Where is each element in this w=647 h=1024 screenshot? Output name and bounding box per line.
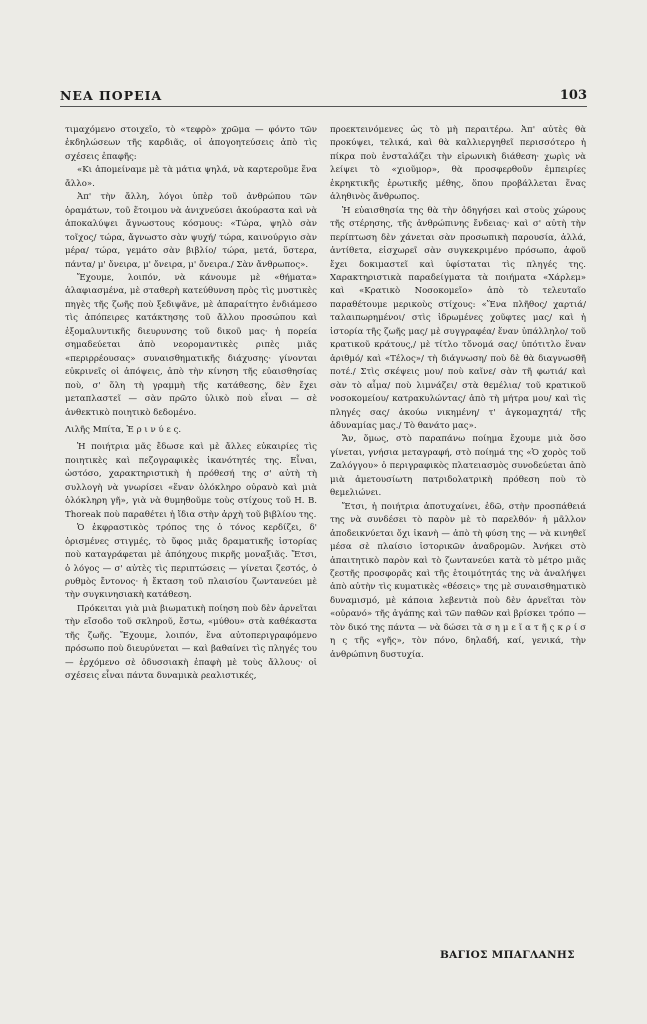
quotation: «Κι ἀπομείναμε μὲ τὰ μάτια ψηλά, νὰ καρτεροῦμε ἕνα ἄλλο». — [65, 165, 317, 189]
paragraph: Ἄν, ὅμως, στὸ παραπάνω ποίημα ἔχουμε μιὰ ὅσο γίνεται, γνήσια μεταγραφή, στὸ ποίημά της «Ὁ χορὸς τοῦ Ζαλόγγου» ὁ περιγραφικὸς πλατειασμὸς συνοδεύεται ἀπὸ μιὰ ἀμετουσίωτη πατριδολατρικὴ πρόθεση ποὺ τὸ θεμελιώνει. — [330, 434, 586, 499]
paragraph: τιμαχόμενο στοιχεῖο, τὸ «τεφρὸ» χρῶμα — φόντο τῶν ἐκδηλώσεων τῆς καρδιᾶς, οἱ ἀπογοητεύσεις ἀπὸ τὶς σχέσεις ἐπαφῆς: — [65, 125, 317, 162]
paragraph: Ἔχουμε, λοιπόν, νὰ κάνουμε μὲ «θήματα» ἀλαφιασμένα, μὲ σταθερὴ κατεύθυνση πρὸς τὶς μυστικὲς πηγὲς τῆς ζωῆς ποὺ ξεδιψᾶνε, μὲ ἀπαραίτητο ἐνδιάμεσο τὶς ἀπόπειρες κατάκτησης τοῦ ἄλλου προσώπου καὶ ἐξομαλυντικῆς διευρυνσης τοῦ δικοῦ μας· ἡ πορεία σημαδεύεται ἀπὸ νεορομαντικὲς ριπὲς μιᾶς «περιρρέουσας» συναισθηματικῆς διάχυσης· γίνονται εὐκρινεῖς οἱ ἀπόψεις, ἀπὸ τὴν κίνηση τῆς εὐαισθησίας ποὺ, σ' ὅλη τὴ γραμμὴ τῆς κατάθεσης, δὲν ἔχει μεταπλαστεῖ — σὰν πρῶτο ὑλικὸ ποὺ εἶναι — σὲ ἀνθεκτικὸ ποιητικὸ δεδομένο. — [65, 272, 317, 418]
running-header — [60, 88, 587, 107]
paragraph: Ὁ ἐκφραστικὸς τρόπος της ὁ τόνος κερδίζει, δ' ὁρισμένες στιγμές, τὸ ὕφος μιᾶς δραματικῆς ἱστορίας ποὺ καταγράφεται μὲ ἀπόηχους πικρῆς μοναξιᾶς. Ἔτσι, ὁ λόγος — σ' αὐτὲς τὶς περιπτώσεις — γίνεται ζεστός, ὁ ρυθμὸς ἔντονος· ἡ ἔκταση τοῦ πλαισίου ζωντανεύει μὲ τὴν συγκινησιακὴ κατάθεση. — [65, 523, 317, 601]
paragraph: Πρόκειται γιὰ μιὰ βιωματικὴ ποίηση ποὺ δὲν ἀρνεῖται τὴν εἴσοδο τοῦ σκληροῦ, ἔστω, «μύθου» στὰ καθέκαστα τῆς ζωῆς. Ἔχουμε, λοιπόν, ἕνα αὐτοπεριγραφόμενο πρόσωπο ποὺ διευρύνεται — καὶ βαθαίνει τὶς πληγές του — ἐρχόμενο σὲ ὀδυσσιακὴ ἐπαφὴ μὲ τοὺς ἄλλους· οἱ σχέσεις εἶναι πάντα δυναμικὰ ρεαλιστικές, — [65, 603, 317, 682]
right-column — [330, 124, 586, 662]
left-column — [65, 124, 317, 684]
journal-title: ΝΕΑ ΠΟΡΕΙΑ — [60, 88, 163, 103]
paragraph: Ἔτσι, ἡ ποιήτρια ἀποτυχαίνει, ἐδῶ, στὴν προσπάθειά της νὰ συνδέσει τὸ παρὸν μὲ τὸ παρελθόν· ἡ μᾶλλον ἀποδεικνύεται ὄχι ἱκανὴ — ἀπὸ τὴ φύση της — νὰ κινηθεῖ μέσα σὲ πλαίσιο ἱστορικῶν ἀναδρομῶν. Ἀνήκει στὸ ἀπαιτητικὸ παρὸν καὶ τὸ ζωντανεύει κατὰ τὸ μέτρο μιᾶς ζεστῆς προσφορᾶς καὶ τῆς ἑτοιμότητάς της νὰ ἀναλήψει ἀπὸ αὐτὴν τὶς κυματικὲς «θέσεις» της μὲ συναισθηματικὸ δυναμισμό, μὲ κάποια λεβεντιὰ ποὺ δὲν ἀρνεῖται τὸν «οὐρανό» τῆς ἀγάπης καὶ τῶν παθῶν καὶ βρίσκει τρόπο — τὸν δικό της πάντα — νὰ δώσει τὰ σ η μ ε ῖ α τ ῆ ς κ ρ ί σ η ς τῆς «γῆς», τὸν πόνο, δηλαδή, καί, γενικά, τὴν ἀνθρώπινη δυστυχία. — [330, 501, 586, 660]
author-signature: ΒΑΓΙΟΣ ΜΠΑΓΛΑΝΗΣ — [440, 949, 575, 961]
paragraph: προεκτεινόμενες ὡς τὸ μὴ περαιτέρω. Ἀπ' αὐτὲς θὰ προκύψει, τελικά, καὶ θὰ καλλιεργηθεῖ περισσότερο ἡ πίκρα ποὺ ἐνσταλάζει τὴν εἰρωνικὴ διάθεση· χωρὶς νὰ λείψει τὸ «χιοῦμορ», θὰ προσφερθοῦν ἐμπειρίες ἐκρηκτικῆς ἐρωτικῆς μέθης, ὅπου προβάλλεται ἕνας ἀληθινὸς ἄνθρωπος. — [330, 125, 586, 203]
paragraph: Ἡ εὐαισθησία της θὰ τὴν ὁδηγήσει καὶ στοὺς χώρους τῆς στέρησης, τῆς ἀνθρώπινης ἔνδειας· καὶ σ' αὐτὴ τὴν περίπτωση δὲν χάνεται σὰν προσωπικὴ παρουσία, ἀλλά, ἀντίθετα, εἰσχωρεῖ σὰν συγκεκριμένο πρόσωπο, ἀφοῦ ἔχει δοκιμαστεῖ καὶ ὑφίσταται τὶς πληγές της. Χαρακτηριστικὰ παραδείγματα τὰ ποιήματα «Χάρλεμ» καὶ «Κρατικὸ Νοσοκομεῖο» ἀπὸ τὸ τελευταῖο παραθέτουμε μερικοὺς στίχους: «Ἕνα πλῆθος/ χαρτιά/ ταλαιπωρημένοι/ στὶς ἱδρωμένες χοῦφτες μας/ καὶ ἡ ἱστορία τῆς ζωῆς μας/ μὲ συγγραφέα/ ἕναν ὑπάλληλο/ τοῦ κρατικοῦ κράτους,/ μὲ τίτλο τὄνομά σας/ ὑπότιτλο ἕναν ἀριθμό/ καὶ «Τέλος»/ τὴ διάγνωση/ ποὺ δὲ θὰ διαγνωσθῆ ποτέ./ Στὶς σκέψεις μου/ ποὺ καῖνε/ σὰν τῆ φωτιά/ καὶ σὰν τὸ αἷμα/ ποὺ λιμνάζει/ στὰ θεμέλια/ τοῦ κρατικοῦ νοσοκομείου/ κατρακυλώντας/ ἀπὸ τὴ μήτρα μου/ καὶ τὶς πληγές σας/ ἀκούω νικημένη/ τ' ἀγκομαχητά/ τῆς ἀδυναμίας μας./ Τὸ θανάτο μας». — [330, 205, 586, 431]
paragraph: Ἡ ποιήτρια μᾶς ἔδωσε καὶ μὲ ἄλλες εὐκαιρίες τὶς ποιητικὲς καὶ πεζογραφικὲς ἱκανότητές της. Εἶναι, ὡστόσο, χαρακτηριστικὴ ἡ πρόθεσή της σ' αὐτὴ τὴ συλλογὴ νὰ γνωρίσει «ἕναν ὁλόκληρο οὐρανὸ καὶ μιὰ ὁλόκληρη γῆ», γιὰ νὰ θυμηθοῦμε τοὺς στίχους τοῦ H. B. Thoreak ποὺ παραθέτει ἡ ἴδια στὴν ἀρχὴ τοῦ βιβλίου της. — [65, 442, 317, 520]
page-number: 103 — [559, 88, 587, 103]
paragraph: Ἀπ' τὴν ἄλλη, λόγοι ὑπὲρ τοῦ ἀνθρώπου τῶν ὁραμάτων, τοῦ ἕτοιμου νὰ ἀνιχνεύσει ἀκούραστα καὶ νὰ ἀποκαλύψει ἄγνωστους κόσμους: «Τώρα, ψηλὸ σὰν τοῖχος/ τώρα, ἄγνωστο σὰν ψυχή/ τώρα, καινούργιο σὰν μέρα/ τώρα, γεμάτο σὰν βιβλίο/ τώρα, μετά, ὕστερα, πάντα/ μ' ὄνειρα, μ' ὄνειρα, μ' ὄνειρα./ Σὰν ἄνθρωπος». — [65, 192, 317, 270]
review-heading: Λιλῆς Μπίτα, Ἐ ρ ι ν ύ ε ς. — [65, 424, 182, 435]
